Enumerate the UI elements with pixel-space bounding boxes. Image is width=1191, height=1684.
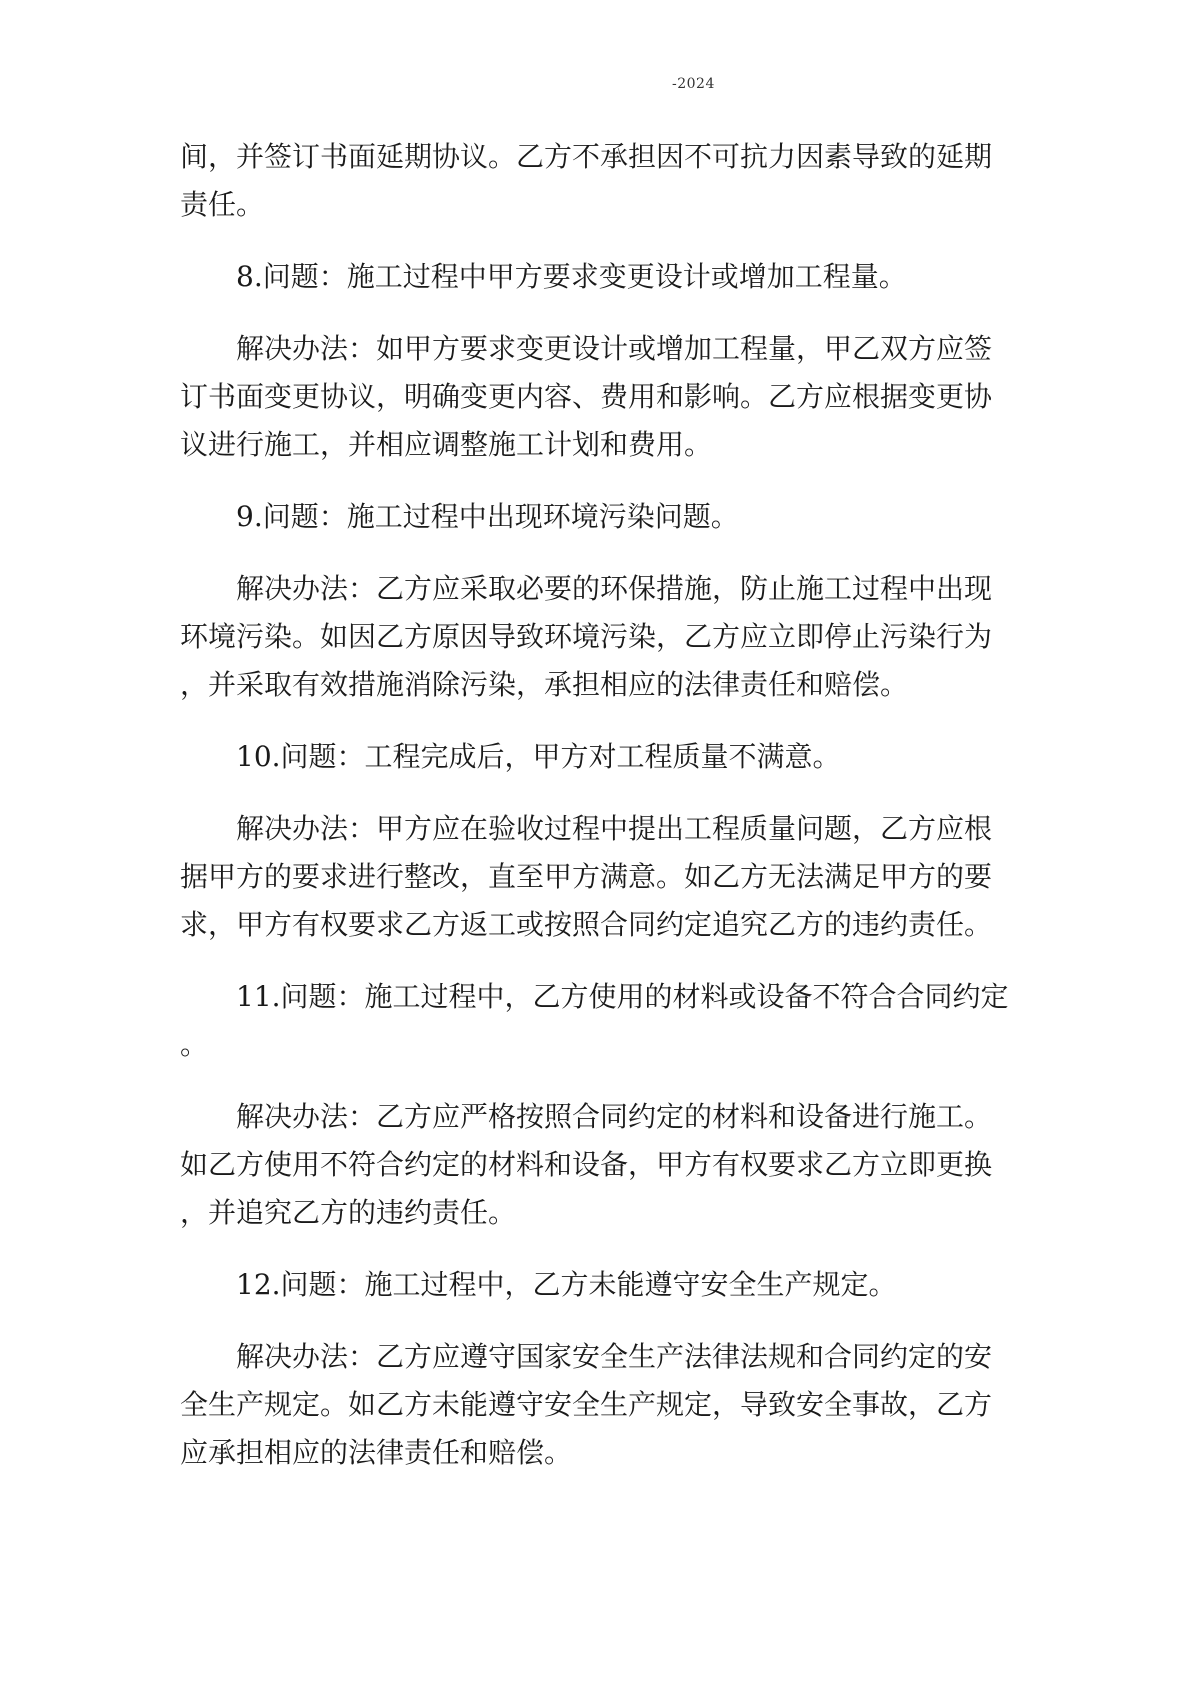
question-heading (180, 1261, 1012, 1309)
text-line: 解决办法：甲方应在验收过程中提出工程质量问题，乙方应根 (236, 812, 993, 845)
text-line: 11.问题：施工过程中，乙方使用的材料或设备不符合合同约定 (236, 980, 1009, 1013)
text-line: ，并追究乙方的违约责任。 (180, 1196, 517, 1229)
text-line: 解决办法：乙方应采取必要的环保措施，防止施工过程中出现 (236, 572, 993, 605)
text-line: 如乙方使用不符合约定的材料和设备，甲方有权要求乙方立即更换 (180, 1148, 993, 1181)
text-line: 9.问题：施工过程中出现环境污染问题。 (236, 500, 739, 533)
question-heading (180, 493, 1012, 541)
text-line: 全生产规定。如乙方未能遵守安全生产规定，导致安全事故，乙方 (180, 1388, 993, 1421)
document-body (180, 133, 1012, 1477)
question-heading (180, 733, 1012, 781)
text-line: 环境污染。如因乙方原因导致环境污染，乙方应立即停止污染行为 (180, 620, 993, 653)
solution-paragraph (180, 1093, 1012, 1237)
solution-paragraph (180, 565, 1012, 709)
text-line: 据甲方的要求进行整改，直至甲方满意。如乙方无法满足甲方的要 (180, 860, 993, 893)
text-line: 议进行施工，并相应调整施工计划和费用。 (180, 428, 713, 461)
question-heading (180, 973, 1012, 1069)
text-line: 8.问题：施工过程中甲方要求变更设计或增加工程量。 (236, 260, 907, 293)
text-line: 间，并签订书面延期协议。乙方不承担因不可抗力因素导致的延期 (180, 140, 993, 173)
text-line: 12.问题：施工过程中，乙方未能遵守安全生产规定。 (236, 1268, 897, 1301)
question-heading (180, 253, 1012, 301)
text-line: 。 (180, 1028, 209, 1061)
paragraph (180, 133, 1012, 229)
text-line: 解决办法：乙方应严格按照合同约定的材料和设备进行施工。 (236, 1100, 993, 1133)
solution-paragraph (180, 805, 1012, 949)
solution-paragraph (180, 325, 1012, 469)
text-line: 订书面变更协议，明确变更内容、费用和影响。乙方应根据变更协 (180, 380, 993, 413)
text-line: 解决办法：乙方应遵守国家安全生产法律法规和合同约定的安 (236, 1340, 993, 1373)
text-line: 责任。 (180, 188, 265, 221)
text-line: 解决办法：如甲方要求变更设计或增加工程量，甲乙双方应签 (236, 332, 993, 365)
page-header: -2024 (672, 76, 715, 92)
solution-paragraph (180, 1333, 1012, 1477)
text-line: 求，甲方有权要求乙方返工或按照合同约定追究乙方的违约责任。 (180, 908, 993, 941)
text-line: 10.问题：工程完成后，甲方对工程质量不满意。 (236, 740, 841, 773)
text-line: 应承担相应的法律责任和赔偿。 (180, 1436, 573, 1469)
text-line: ，并采取有效措施消除污染，承担相应的法律责任和赔偿。 (180, 668, 909, 701)
